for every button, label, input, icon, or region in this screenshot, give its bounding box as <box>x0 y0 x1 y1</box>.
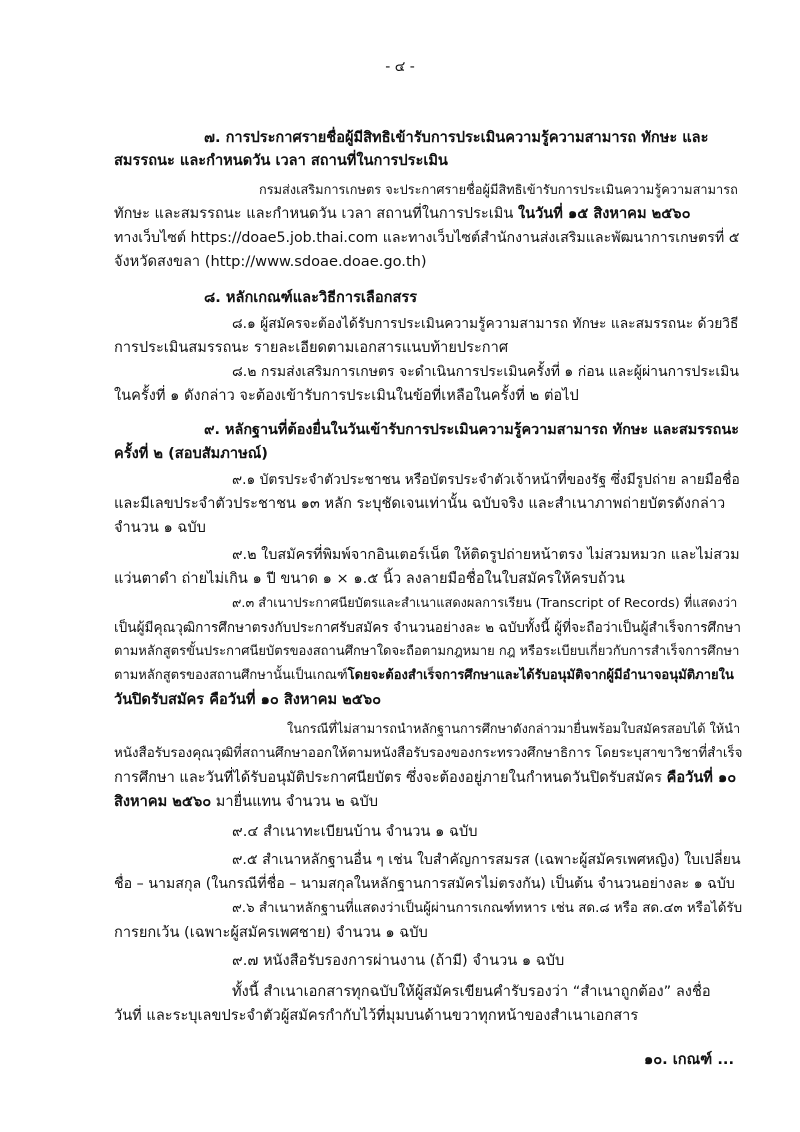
section-7-paragraph-line <box>114 204 690 224</box>
next-page-indicator: ๑๐. เกณฑ์ ... <box>644 1051 734 1068</box>
section-9-item-5: ๙.๕ สำเนาหลักฐานอื่น ๆ เช่น ใบสำคัญการสมรส (เฉพาะผู้สมัครเพศหญิง) ใบเปลี่ยน <box>232 852 741 868</box>
emphasis-text: โดยจะต้องสำเร็จการศึกษาและได้รับอนุมัติจากผู้มีอำนาจอนุมัติภายใน <box>347 668 734 683</box>
closing-date-text: คือวันที่ ๑๐ <box>666 769 737 786</box>
section-9-item-2: ๙.๒ ใบสมัครที่พิมพ์จากอินเตอร์เน็ต ให้ติดรูปถ่ายหน้าตรง ไม่สวมหมวก และไม่สวม <box>232 547 740 563</box>
section-9-item-6: ๙.๖ สำเนาหลักฐานที่แสดงว่าเป็นผู้ผ่านการเกณฑ์ทหาร เช่น สด.๘ หรือ สด.๔๓ หรือได้รับ <box>232 901 743 916</box>
text-run: ตามหลักสูตรของสถานศึกษานั้นเป็นเกณฑ์ <box>114 668 348 683</box>
section-8-item-1-cont: การประเมินสมรรถนะ รายละเอียดตามเอกสารแนบท้ายประกาศ <box>114 339 509 356</box>
section-9-item-4: ๙.๔ สำเนาทะเบียนบ้าน จำนวน ๑ ฉบับ <box>232 823 478 840</box>
section-9-heading: ๙. หลักฐานที่ต้องยื่นในวันเข้ารับการประเมินความรู้ความสามารถ ทักษะ และสมรรถนะ <box>204 422 739 438</box>
section-9-item-1-cont: และมีเลขประจำตัวประชาชน ๑๓ หลัก ระบุชัดเจนเท่านั้น ฉบับจริง และสำเนาภาพถ่ายบัตรดังกล่าว <box>114 495 726 512</box>
section-9-item-7: ๙.๗ หนังสือรับรองการผ่านงาน (ถ้ามี) จำนวน ๑ ฉบับ <box>232 952 565 969</box>
section-9-note-cont <box>114 768 736 788</box>
section-7-paragraph-line: ทางเว็บไซต์ https://doae5.job.thai.com และทางเว็บไซต์สำนักงานส่งเสริมและพัฒนาการเกษตรที่ ๕ <box>114 230 740 246</box>
section-9-heading-cont: ครั้งที่ ๒ (สอบสัมภาษณ์) <box>114 445 268 462</box>
section-7-paragraph-line: จังหวัดสงขลา (http://www.sdoae.doae.go.th) <box>114 253 427 270</box>
announcement-date: ในวันที่ ๑๕ สิงหาคม ๒๕๖๐ <box>517 205 691 222</box>
section-8-item-2-cont: ในครั้งที่ ๑ ดังกล่าว จะต้องเข้ารับการประเมินในข้อที่เหลือในครั้งที่ ๒ ต่อไป <box>114 387 579 404</box>
section-7-heading-cont: สมรรถนะ และกำหนดวัน เวลา สถานที่ในการประเมิน <box>114 152 448 169</box>
section-9-note: ในกรณีที่ไม่สามารถนำหลักฐานการศึกษาดังกล่าวมายื่นพร้อมใบสมัครสอบได้ ให้นำ <box>287 722 741 737</box>
section-8-item-1: ๘.๑ ผู้สมัครจะต้องได้รับการประเมินความรู้ความสามารถ ทักษะ และสมรรถนะ ด้วยวิธี <box>232 316 739 332</box>
closing-date-text: วันปิดรับสมัคร คือวันที่ ๑๐ สิงหาคม ๒๕๖๐ <box>114 691 382 708</box>
section-9-note-cont <box>114 792 378 812</box>
page-number: - ๔ - <box>385 59 415 75</box>
text-run: การศึกษา และวันที่ได้รับอนุมัติประกาศนียบัตร ซึ่งจะต้องอยู่ภายในกำหนดวันปิดรับสมัคร <box>114 769 667 786</box>
text-run: มายื่นแทน จำนวน ๒ ฉบับ <box>211 793 379 810</box>
section-9-item-6-cont: การยกเว้น (เฉพาะผู้สมัครเพศชาย) จำนวน ๑ ฉบับ <box>114 924 428 941</box>
section-9-certification-cont: วันที่ และระบุเลขประจำตัวผู้สมัครกำกับไว้ที่มุมบนด้านขวาทุกหน้าของสำเนาเอกสาร <box>114 1007 639 1024</box>
section-9-item-1-cont: จำนวน ๑ ฉบับ <box>114 519 206 536</box>
section-7-paragraph: กรมส่งเสริมการเกษตร จะประกาศรายชื่อผู้มีสิทธิเข้ารับการประเมินความรู้ความสามารถ <box>259 183 738 198</box>
section-8-heading: ๘. หลักเกณฑ์และวิธีการเลือกสรร <box>204 289 418 306</box>
section-9-item-3-cont <box>114 666 734 686</box>
section-8-item-2: ๘.๒ กรมส่งเสริมการเกษตร จะดำเนินการประเมินครั้งที่ ๑ ก่อน และผู้ผ่านการประเมิน <box>232 364 739 380</box>
section-9-certification: ทั้งนี้ สำเนาเอกสารทุกฉบับให้ผู้สมัครเขียนคำรับรองว่า “สำเนาถูกต้อง” ลงชื่อ <box>232 983 711 1000</box>
section-7-heading: ๗. การประกาศรายชื่อผู้มีสิทธิเข้ารับการประเมินความรู้ความสามารถ ทักษะ และ <box>204 129 709 146</box>
section-9-note-cont: หนังสือรับรองคุณวุฒิที่สถานศึกษาออกให้ตามหนังสือรับรองของกระทรวงศึกษาธิการ โดยระบุสาขาวิชาที่สำเร็จ <box>114 746 743 761</box>
section-9-item-2-cont: แว่นตาดำ ถ่ายไม่เกิน ๑ ปี ขนาด ๑ × ๑.๕ นิ้ว ลงลายมือชื่อในใบสมัครให้ครบถ้วน <box>114 570 625 587</box>
section-9-item-3: ๙.๓ สำเนาประกาศนียบัตรและสำเนาแสดงผลการเรียน (Transcript of Records) ที่แสดงว่า <box>232 596 738 611</box>
section-9-item-3-cont: เป็นผู้มีคุณวุฒิการศึกษาตรงกับประกาศรับสมัคร จำนวนอย่างละ ๒ ฉบับทั้งนี้ ผู้ที่จะถือว่าเป็นผู้สำเร็จการศึกษา <box>114 620 742 636</box>
text-run: ทักษะ และสมรรถนะ และกำหนดวัน เวลา สถานที่ในการประเมิน <box>114 205 518 222</box>
section-9-item-5-cont: ชื่อ – นามสกุล (ในกรณีที่ชื่อ – นามสกุลในหลักฐานการสมัครไม่ตรงกัน) เป็นต้น จำนวนอย่างละ ๑ ฉบับ <box>114 876 735 892</box>
closing-date-text: สิงหาคม ๒๕๖๐ <box>114 793 212 810</box>
section-9-item-3-cont: ตามหลักสูตรขั้นประกาศนียบัตรของสถานศึกษาใดจะถือตามกฎหมาย กฎ หรือระเบียบเกี่ยวกับการสำเร็จการศึกษา <box>114 644 740 659</box>
section-9-item-1: ๙.๑ บัตรประจำตัวประชาชน หรือบัตรประจำตัวเจ้าหน้าที่ของรัฐ ซึ่งมีรูปถ่าย ลายมือชื่อ <box>232 472 740 488</box>
